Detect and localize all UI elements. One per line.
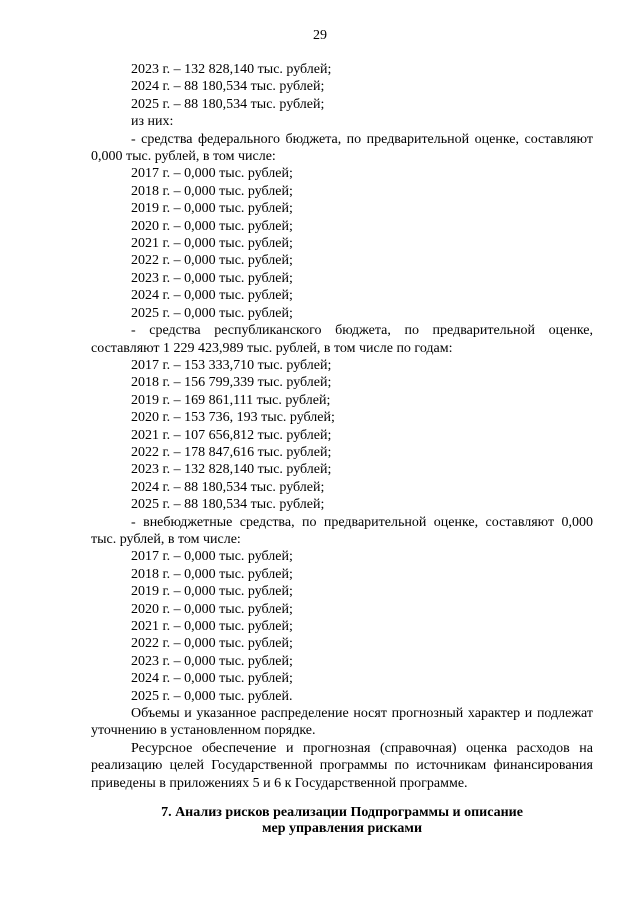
republic-year-line: 2017 г. – 153 333,710 тыс. рублей; <box>131 357 332 373</box>
republic-budget-intro: - средства республиканского бюджета, по предварительной оценке, составляют 1 229 423,989 тыс. рублей, в том числе по годам: <box>91 323 593 356</box>
page-number: 29 <box>313 28 327 43</box>
extrabudget-year-line: 2022 г. – 0,000 тыс. рублей; <box>131 636 293 652</box>
federal-year-line: 2017 г. – 0,000 тыс. рублей; <box>131 166 293 182</box>
republic-year-line: 2020 г. – 153 736, 193 тыс. рублей; <box>131 410 335 426</box>
extrabudget-year-line: 2023 г. – 0,000 тыс. рублей; <box>131 653 293 669</box>
republic-year-line: 2025 г. – 88 180,534 тыс. рублей; <box>131 497 325 513</box>
republic-year-line: 2021 г. – 107 656,812 тыс. рублей; <box>131 427 332 443</box>
extrabudget-year-line: 2017 г. – 0,000 тыс. рублей; <box>131 549 293 565</box>
federal-year-line: 2024 г. – 0,000 тыс. рублей; <box>131 288 293 304</box>
extrabudget-year-line: 2018 г. – 0,000 тыс. рублей; <box>131 566 293 582</box>
republic-year-line: 2023 г. – 132 828,140 тыс. рублей; <box>131 462 332 478</box>
budget-line: 2023 г. – 132 828,140 тыс. рублей; <box>131 62 332 77</box>
federal-year-line: 2022 г. – 0,000 тыс. рублей; <box>131 253 293 269</box>
budget-line: 2024 г. – 88 180,534 тыс. рублей; <box>131 79 325 95</box>
extrabudget-year-line: 2020 г. – 0,000 тыс. рублей; <box>131 601 293 617</box>
federal-year-line: 2021 г. – 0,000 тыс. рублей; <box>131 236 293 252</box>
extrabudget-year-line: 2019 г. – 0,000 тыс. рублей; <box>131 584 293 600</box>
federal-year-line: 2019 г. – 0,000 тыс. рублей; <box>131 201 293 217</box>
extrabudget-year-line: 2025 г. – 0,000 тыс. рублей. <box>131 688 293 704</box>
page-content <box>91 61 593 792</box>
extrabudget-intro: - внебюджетные средства, по предварительной оценке, составляют 0,000 тыс. рублей, в том числе: <box>91 514 593 547</box>
federal-year-line: 2018 г. – 0,000 тыс. рублей; <box>131 183 293 199</box>
federal-budget-intro: - средства федерального бюджета, по предварительной оценке, составляют 0,000 тыс. рублей, в том числе: <box>91 131 593 165</box>
section-heading-line: 7. Анализ рисков реализации Подпрограммы и описание <box>161 805 523 820</box>
of-them-label: из них: <box>131 114 174 130</box>
extrabudget-year-line: 2021 г. – 0,000 тыс. рублей; <box>131 619 293 634</box>
republic-year-line: 2022 г. – 178 847,616 тыс. рублей; <box>131 444 332 460</box>
extrabudget-year-line: 2024 г. – 0,000 тыс. рублей; <box>131 671 293 687</box>
section-heading <box>91 805 593 837</box>
federal-year-line: 2023 г. – 0,000 тыс. рублей; <box>131 270 293 286</box>
volumes-paragraph: Объемы и указанное распределение носят прогнозный характер и подлежат уточнению в установленном порядке. <box>91 706 593 739</box>
resources-paragraph: Ресурсное обеспечение и прогнозная (справочная) оценка расходов на реализацию целей Государственной программы по источникам финансирования приведены в приложениях 5 и 6 к Государственной программе. <box>91 740 593 791</box>
budget-line: 2025 г. – 88 180,534 тыс. рублей; <box>131 96 325 112</box>
republic-year-line: 2018 г. – 156 799,339 тыс. рублей; <box>131 375 332 391</box>
republic-year-line: 2019 г. – 169 861,111 тыс. рублей; <box>131 392 331 408</box>
section-heading-line: мер управления рисками <box>261 821 423 836</box>
federal-year-line: 2020 г. – 0,000 тыс. рублей; <box>131 218 293 234</box>
republic-year-line: 2024 г. – 88 180,534 тыс. рублей; <box>131 479 325 495</box>
federal-year-line: 2025 г. – 0,000 тыс. рублей; <box>131 305 293 321</box>
